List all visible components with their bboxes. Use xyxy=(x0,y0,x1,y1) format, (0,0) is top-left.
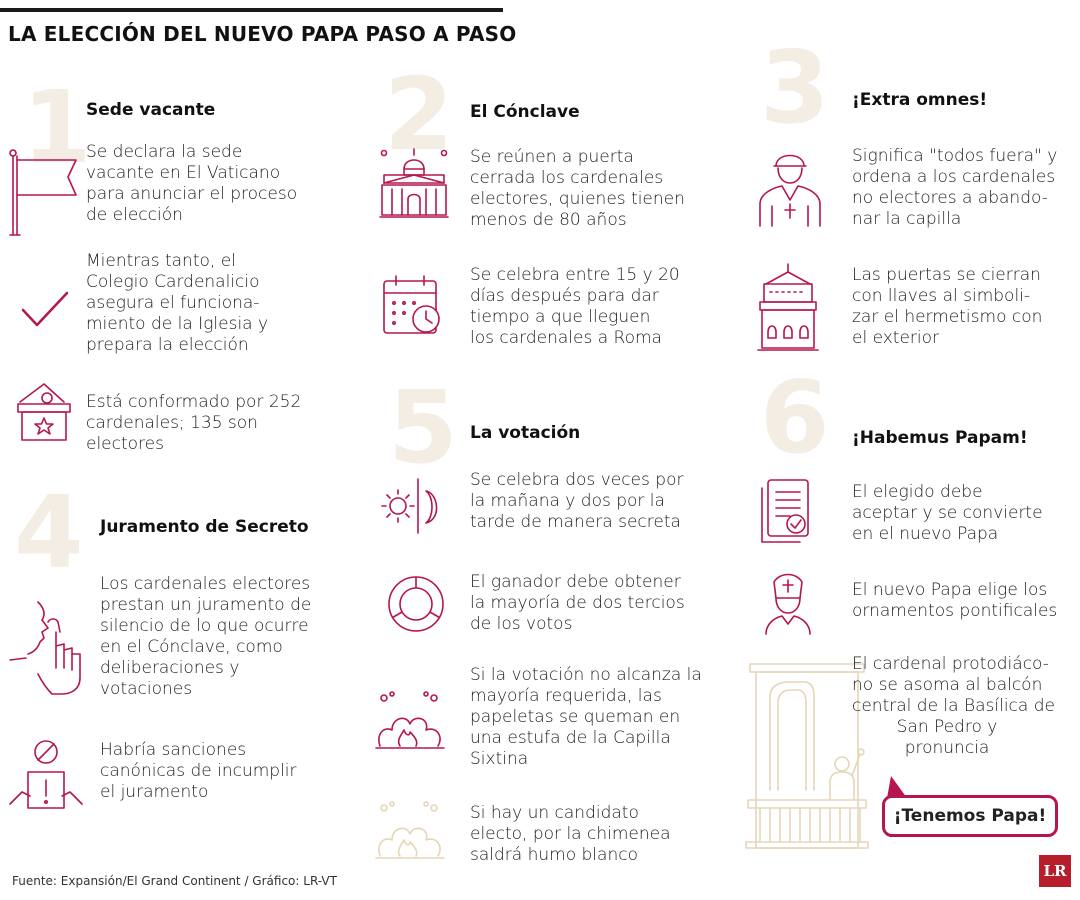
sistine-chapel-icon xyxy=(756,262,820,352)
fire-burning-icon xyxy=(374,690,446,754)
text-extra-omnes: Significa "todos fuera" y ordena a los cardenales no electores a abando- nar la capilla xyxy=(852,146,1058,229)
text-juramento: Los cardenales electores prestan un juramento de silencio de lo que ocurre en el Cónclave, como deliberaciones y votaciones xyxy=(100,574,312,699)
text-colegio-cardenalicio: Mientras tanto, el Colegio Cardenalicio asegura el funciona- miento de la Iglesia y prepara la elección xyxy=(86,251,269,355)
cardinal-icon xyxy=(754,148,826,228)
text-sanciones: Habría sanciones canónicas de incumplir el juramento xyxy=(100,740,297,802)
document-approved-icon xyxy=(756,476,820,548)
text-protodiacono: El cardenal protodiáco- no se asoma al balcón central de la Basílica de xyxy=(852,654,1055,716)
white-smoke-fire-icon xyxy=(374,800,446,864)
page-title: LA ELECCIÓN DEL NUEVO PAPA PASO A PASO xyxy=(8,22,517,46)
text-sede-vacante: Se declara la sede vacante en El Vaticano para anunciar el proceso de elección xyxy=(86,142,298,225)
top-rule xyxy=(0,8,503,12)
silence-gesture-icon xyxy=(8,598,88,698)
text-pronuncia: San Pedro y pronuncia xyxy=(896,717,998,758)
ballot-box-icon xyxy=(14,380,74,445)
text-conformado: Está conformado por 252 cardenales; 135 son electores xyxy=(86,392,302,454)
text-ganador: El ganador debe obtener la mayoría de dos tercios de los votos xyxy=(470,572,685,634)
sun-moon-icon xyxy=(376,475,448,537)
calendar-icon xyxy=(380,273,446,337)
text-ornamentos: El nuevo Papa elige los ornamentos pontificales xyxy=(852,580,1058,621)
step-number-3: 3 xyxy=(760,29,830,146)
speech-bubble-tenemos-papa: ¡Tenemos Papa! xyxy=(882,795,1058,837)
section-title-sede-vacante: Sede vacante xyxy=(86,100,216,120)
section-title-conclave: El Cónclave xyxy=(470,102,580,122)
step-number-4: 4 xyxy=(14,474,84,591)
text-dos-veces: Se celebra dos veces por la mañana y dos por la tarde de manera secreta xyxy=(470,470,684,532)
text-humo-blanco: Si hay un candidato electo, por la chimenea saldrá humo blanco xyxy=(470,803,671,865)
basilica-icon xyxy=(378,145,450,220)
step-number-1: 1 xyxy=(22,69,92,186)
flag-icon xyxy=(6,145,82,240)
two-thirds-chart-icon xyxy=(384,572,448,636)
step-number-6: 6 xyxy=(760,359,830,476)
sanction-warning-icon xyxy=(6,738,86,816)
text-celebra-dias: Se celebra entre 15 y 20 días después para dar tiempo a que lleguen los cardenales a Roma xyxy=(470,265,680,348)
step-number-5: 5 xyxy=(388,369,458,486)
lr-logo: LR xyxy=(1039,855,1071,887)
section-title-extra-omnes: ¡Extra omnes! xyxy=(852,90,988,110)
text-papeletas: Si la votación no alcanza la mayoría requerida, las papeletas se queman en una estufa de la Capilla Sixtina xyxy=(470,665,702,769)
text-elegido: El elegido debe aceptar y se convierte en el nuevo Papa xyxy=(852,482,1043,544)
pope-icon xyxy=(760,570,816,636)
step-number-2: 2 xyxy=(384,56,454,173)
checkmark-icon xyxy=(20,290,70,330)
section-title-juramento: Juramento de Secreto xyxy=(100,517,309,537)
text-puertas: Las puertas se cierran con llaves al simboli- zar el hermetismo con el exterior xyxy=(852,265,1043,348)
section-title-habemus-papam: ¡Habemus Papam! xyxy=(852,428,1028,448)
section-title-votacion: La votación xyxy=(470,423,581,443)
text-conclave: Se reúnen a puerta cerrada los cardenales electores, quienes tienen menos de 80 años xyxy=(470,147,685,230)
source-credit: Fuente: Expansión/El Grand Continent / Gráfico: LR-VT xyxy=(12,874,337,888)
